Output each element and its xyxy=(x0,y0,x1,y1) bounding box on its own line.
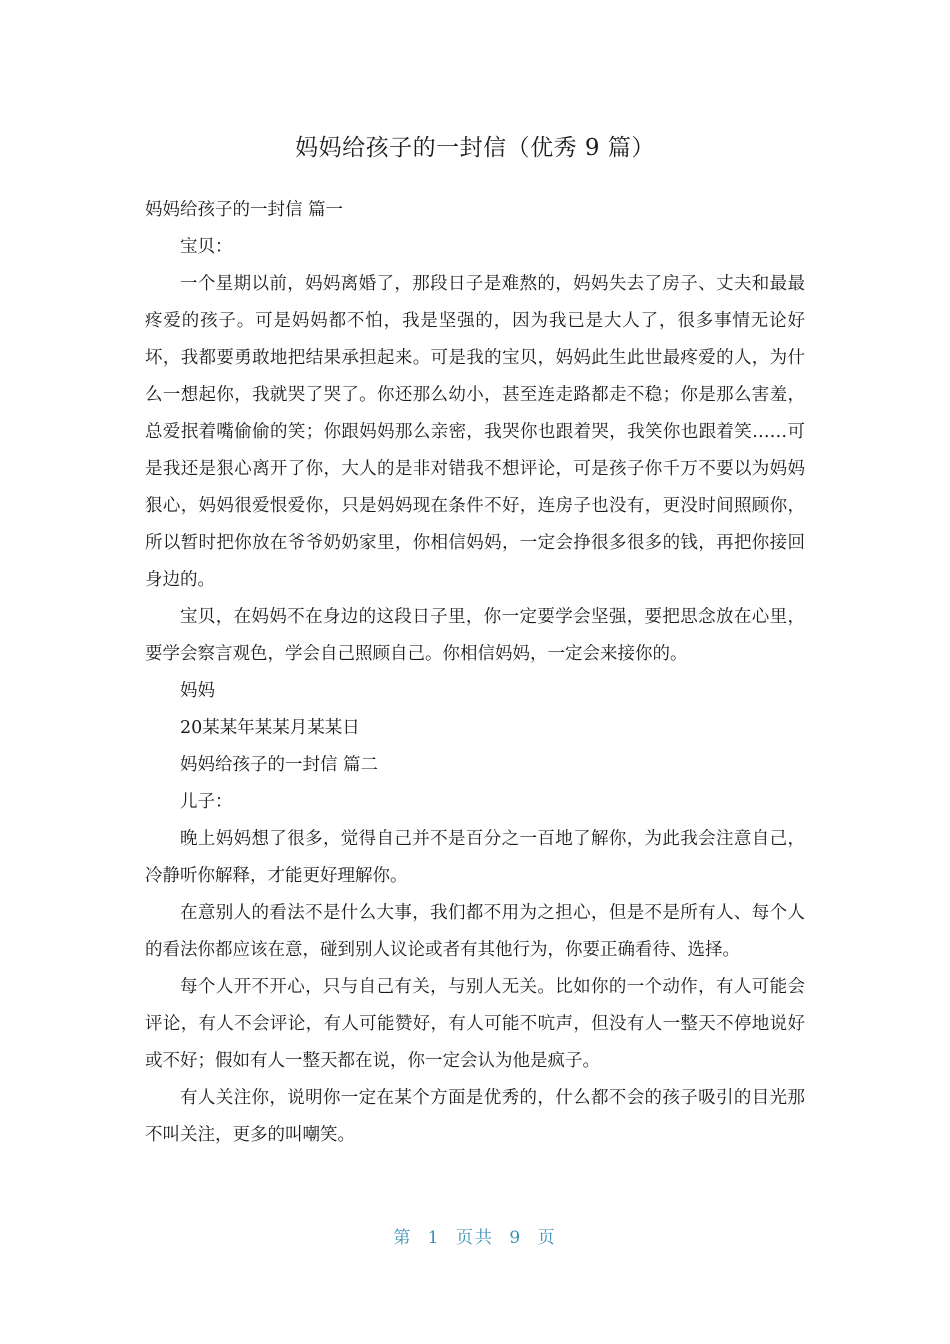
body-paragraph: 晚上妈妈想了很多，觉得自己并不是百分之一百地了解你，为此我会注意自己，冷静听你解释，才能更好理解你。 xyxy=(145,829,805,886)
salutation-1: 宝贝： xyxy=(180,237,233,257)
body-paragraph: 有人关注你，说明你一定在某个方面是优秀的，什么都不会的孩子吸引的目光那不叫关注，更多的叫嘲笑。 xyxy=(145,1088,805,1145)
body-paragraph: 每个人开不开心，只与自己有关，与别人无关。比如你的一个动作，有人可能会评论，有人不会评论，有人可能赞好，有人可能不吭声，但没有人一整天不停地说好或不好；假如有人一整天都在说，你一定会认为他是疯子。 xyxy=(145,977,805,1071)
letter-date: 20某某年某某月某某日 xyxy=(180,718,360,738)
page-number-footer: 第 1 页共 9 页 xyxy=(393,1228,557,1248)
section-heading-1: 妈妈给孩子的一封信 篇一 xyxy=(145,200,344,220)
body-paragraph: 在意别人的看法不是什么大事，我们都不用为之担心，但是不是所有人、每个人的看法你都应该在意，碰到别人议论或者有其他行为，你要正确看待、选择。 xyxy=(145,903,805,960)
document-body xyxy=(145,192,805,1154)
document-title: 妈妈给孩子的一封信（优秀 9 篇） xyxy=(295,135,655,161)
body-paragraph: 宝贝，在妈妈不在身边的这段日子里，你一定要学会坚强，要把思念放在心里，要学会察言观色，学会自己照顾自己。你相信妈妈，一定会来接你的。 xyxy=(145,607,805,664)
salutation-2: 儿子： xyxy=(180,792,233,812)
signature: 妈妈 xyxy=(180,681,215,701)
section-heading-2: 妈妈给孩子的一封信 篇二 xyxy=(180,755,379,775)
body-paragraph: 一个星期以前，妈妈离婚了，那段日子是难熬的，妈妈失去了房子、丈夫和最最疼爱的孩子。可是妈妈都不怕，我是坚强的，因为我已是大人了，很多事情无论好坏，我都要勇敢地把结果承担起来。可是我的宝贝，妈妈此生此世最疼爱的人，为什么一想起你，我就哭了哭了。你还那么幼小，甚至连走路都走不稳；你是那么害羞，总爱抿着嘴偷偷的笑；你跟妈妈那么亲密，我哭你也跟着哭，我笑你也跟着笑……可是我还是狠心离开了你，大人的是非对错我不想评论，可是孩子你千万不要以为妈妈狠心，妈妈很爱恨爱你，只是妈妈现在条件不好，连房子也没有，更没时间照顾你，所以暂时把你放在爷爷奶奶家里，你相信妈妈，一定会挣很多很多的钱，再把你接回身边的。 xyxy=(145,274,805,590)
